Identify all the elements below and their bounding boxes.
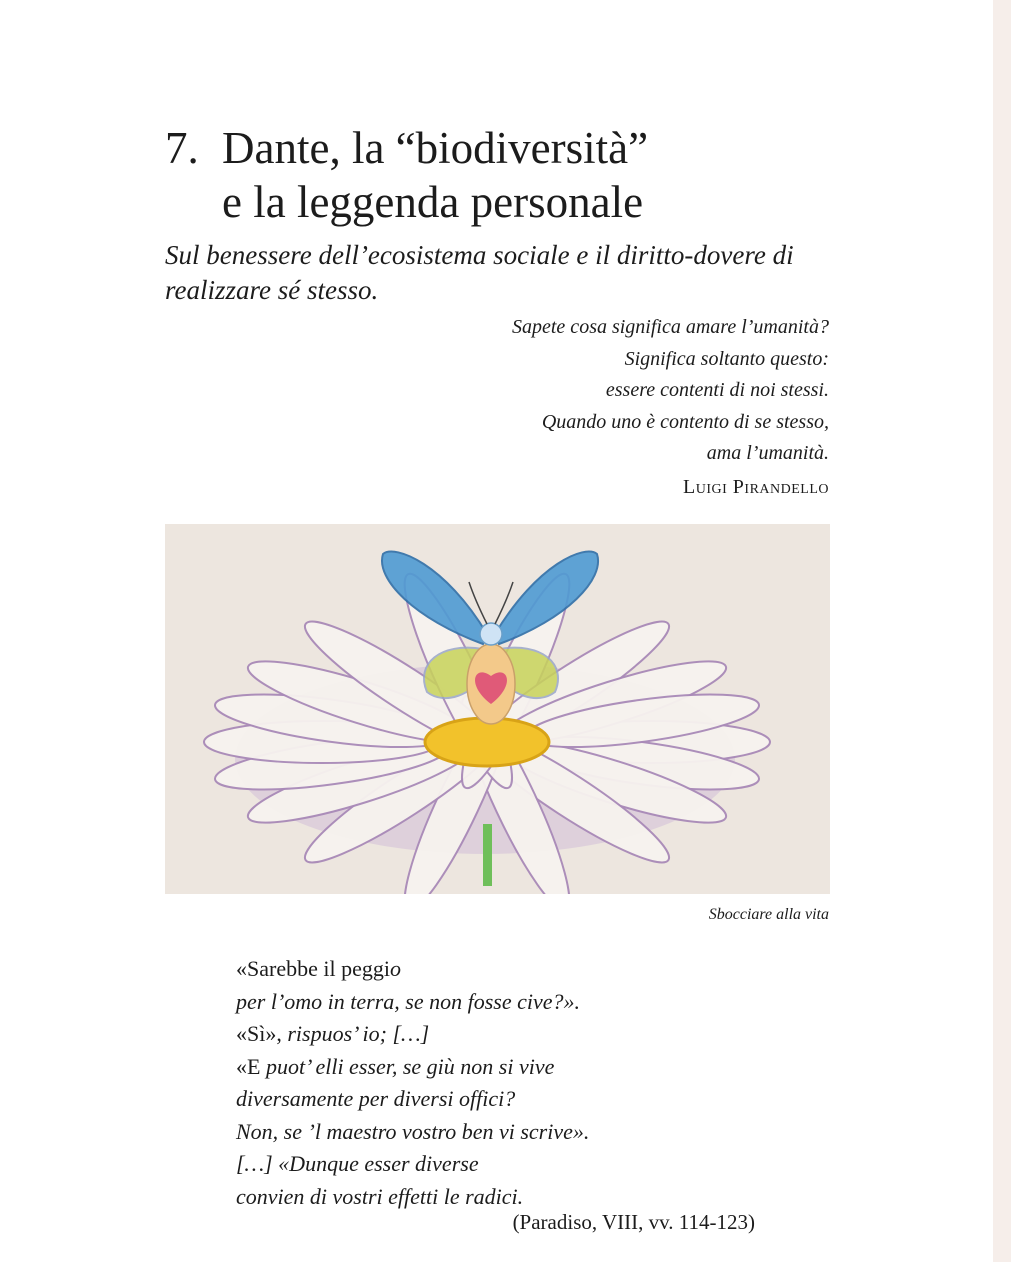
watercolor-illustration (165, 524, 830, 894)
epigraph-author: Luigi Pirandello (683, 475, 829, 498)
flower-stem (483, 824, 492, 886)
page-edge (993, 0, 1011, 1262)
epigraph-line: Sapete cosa significa amare l’umanità? (512, 316, 829, 338)
epigraph (512, 312, 829, 503)
chapter-title-line-1: Dante, la “biodiversità” (222, 123, 649, 173)
epigraph-line: essere contenti di noi stessi. (605, 379, 829, 401)
butterfly-daisy-illustration (165, 524, 830, 894)
figure-caption: Sbocciare alla vita (708, 906, 829, 923)
poem-line: «E puot’ elli esser, se giù non si vive (236, 1053, 555, 1079)
poem-line: per l’omo in terra, se non fosse cive?». (236, 988, 580, 1014)
chapter-subtitle (165, 238, 835, 308)
chapter-number: 7. (165, 123, 199, 173)
chapter-title-line-2: e la leggenda personale (222, 177, 644, 227)
poem-line: diversamente per diversi offici? (236, 1086, 516, 1111)
subtitle-line-2: realizzare sé stesso. (165, 275, 379, 305)
poem-source: (Paradiso, VIII, vv. 114-123) (512, 1210, 755, 1234)
epigraph-line: Significa soltanto questo: (624, 347, 829, 370)
poem-line: «Sì», rispuos’ io; […] (236, 1021, 430, 1046)
poem-line: […] «Dunque esser diverse (236, 1151, 479, 1176)
flower-center (425, 718, 549, 766)
epigraph-line: ama l’umanità. (706, 442, 829, 464)
poem-line: «Sarebbe il peggio (236, 956, 401, 981)
subtitle-line-1: Sul benessere dell’ecosistema sociale e il diritto-dovere di (165, 240, 794, 270)
poem-line: convien di vostri effetti le radici. (236, 1183, 524, 1209)
dante-quotation (236, 953, 589, 1213)
epigraph-line: Quando uno è contento di se stesso, (541, 410, 829, 433)
poem-line: Non, se ’l maestro vostro ben vi scrive». (236, 1118, 590, 1144)
butterfly-head (480, 623, 502, 645)
